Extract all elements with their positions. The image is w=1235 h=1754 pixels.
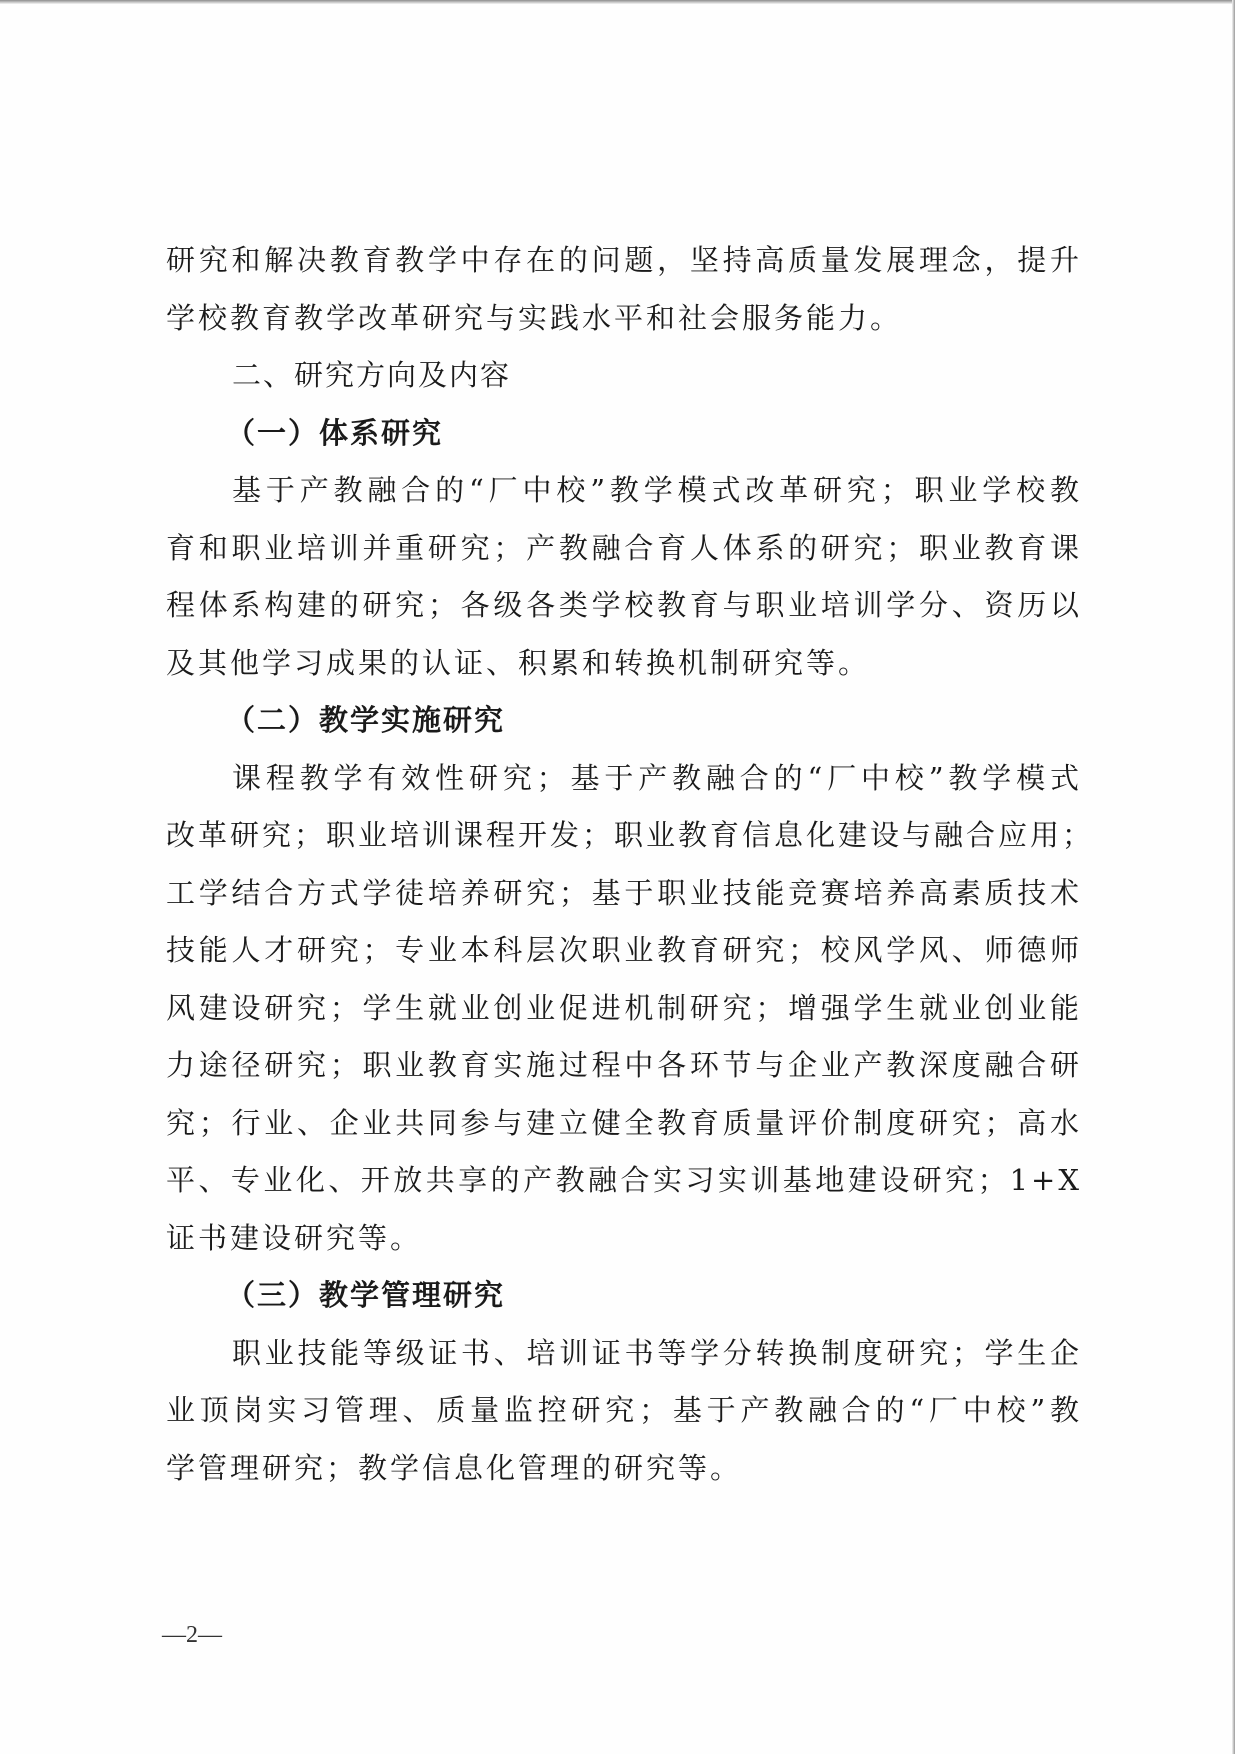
subsection-heading: （二）教学实施研究	[226, 703, 506, 737]
body-line: 工学结合方式学徒培养研究；基于职业技能竞赛培养高素质技术	[166, 875, 1082, 910]
body-line: 职业技能等级证书、培训证书等学分转换制度研究；学生企	[232, 1335, 1082, 1370]
document-body	[166, 232, 1095, 1497]
body-line: 程体系构建的研究；各级各类学校教育与职业培训学分、资历以	[166, 588, 1082, 622]
page-number: —2—	[162, 1622, 222, 1648]
body-line: 业顶岗实习管理、质量监控研究；基于产教融合的“厂中校”教	[166, 1393, 1082, 1427]
body-line: 学管理研究；教学信息化管理的研究等。	[166, 1450, 743, 1485]
body-line: 及其他学习成果的认证、积累和转换机制研究等。	[166, 645, 871, 680]
body-line: 风建设研究；学生就业创业促进机制研究；增强学生就业创业能	[166, 990, 1082, 1025]
body-line: 力途径研究；职业教育实施过程中各环节与企业产教深度融合研	[166, 1048, 1082, 1082]
scan-edge-top	[0, 0, 1235, 4]
section-heading: 二、研究方向及内容	[232, 358, 512, 392]
body-line: 课程教学有效性研究；基于产教融合的“厂中校”教学模式	[232, 760, 1082, 795]
body-line: 育和职业培训并重研究；产教融合育人体系的研究；职业教育课	[166, 530, 1082, 565]
body-line: 学校教育教学改革研究与实践水平和社会服务能力。	[166, 300, 903, 335]
body-line: 平、专业化、开放共享的产教融合实习实训基地建设研究；1+X	[166, 1163, 1082, 1197]
body-line: 究；行业、企业共同参与建立健全教育质量评价制度研究；高水	[166, 1105, 1082, 1140]
body-line: 基于产教融合的“厂中校”教学模式改革研究；职业学校教	[232, 473, 1082, 507]
subsection-heading: （三）教学管理研究	[226, 1278, 506, 1312]
body-line: 改革研究；职业培训课程开发；职业教育信息化建设与融合应用；	[166, 818, 1095, 852]
body-line: 技能人才研究；专业本科层次职业教育研究；校风学风、师德师	[166, 933, 1082, 967]
body-line: 证书建设研究等。	[166, 1220, 423, 1255]
subsection-heading: （一）体系研究	[226, 415, 444, 450]
body-line: 研究和解决教育教学中存在的问题，坚持高质量发展理念，提升	[166, 243, 1082, 277]
